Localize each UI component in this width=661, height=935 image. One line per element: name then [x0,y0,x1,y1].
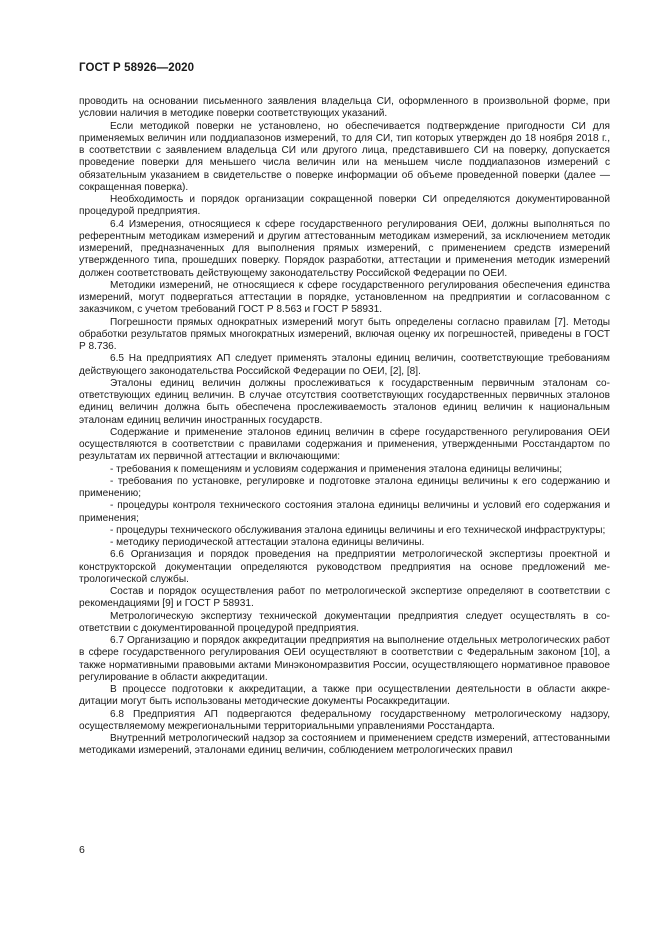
page-number: 6 [79,844,85,856]
paragraph: Состав и порядок осуществления работ по метрологической экспертизе определяют в соответствии с рекомендациями [9] и ГОСТ Р 58931. [79,586,610,610]
paragraph: Необходимость и порядок организации сокращенной поверки СИ определяются документированной процедурой предприятия. [79,194,610,218]
list-item: - методику периодической аттестации эталона единицы величины. [110,537,425,548]
paragraph-clause-6-6: 6.6 Организация и порядок проведения на предприятии метрологической экспертизы проектной и конструкторской документации определяются руководством предприятия на основе предложений метрологической службы. [79,549,610,585]
document-body [79,96,610,758]
paragraph: Методики измерений, не относящиеся к сфере государственного регулирования обеспечения единства измерений, могут подвергаться аттестации в порядке, установленном на предприятии и согласованном с заказчиком, с учетом требований ГОСТ Р 8.563 и ГОСТ Р 58931. [79,279,610,316]
paragraph: В процессе подготовки к аккредитации, а также при осуществлении деятельности в области аккредитации могут быть использованы методические документы Росаккредитации. [79,684,610,708]
paragraph-clause-6-5: 6.5 На предприятиях АП следует применять эталоны единиц величин, соответствующие требованиям действующего законодательства Российской Федерации по ОЕИ, [2], [8]. [79,353,610,377]
paragraph-clause-6-8: 6.8 Предприятия АП подвергаются федеральному государственному метрологическому надзору, осуществляемому межрегиональными территориальными управлениями Росстандарта. [79,708,610,732]
list-item: - процедуры контроля технического состояния эталона единицы величины и условий его содержания и применения; [79,500,610,524]
paragraph: Погрешности прямых однократных измерений могут быть определены согласно правилам [7]. Методы обработки результатов прямых многократных измерений, включая оценку их погрешностей, приведены в ГОСТ Р 8.736. [79,316,610,352]
list-item: - требования к помещениям и условиям содержания и применения эталона единицы величины; [110,463,563,475]
paragraph: Метрологическую экспертизу технической документации предприятия следует осуществлять в соответствии с документированной процедурой предприятия. [79,610,610,634]
paragraph-clause-6-4: 6.4 Измерения, относящиеся к сфере государственного регулирования ОЕИ, должны выполняться по референтным методикам измерений и другим аттестованным методикам измерений, за исключением методик измерений, предназначенных для выполнения прямых измерений, с применением средств измерений утвержденного типа, прошедших поверку. Порядок разработки, аттестации и применения методик измерений должен соответствовать действующему законодательству Российской Федерации по ОЕИ. [79,218,610,279]
paragraph-continuation: проводить на основании письменного заявления владельца СИ, оформленного в произвольной форме, при условии наличия в методике поверки соответствующих указаний. [79,96,610,120]
paragraph: Эталоны единиц величин должны прослеживаться к государственным первичным эталонам соответствующих единиц величин. В случае отсутствия соответствующих государственных первичных эталонов единиц величин должна быть обеспечена прослеживаемость эталонов единиц величин к национальным эталонам единиц величин иностранных государств. [79,377,610,426]
paragraph: Внутренний метрологический надзор за состоянием и применением средств измерений, аттестованными методиками измерений, эталонами единиц величин, соблюдением метрологических правил [79,733,610,757]
document-header-code: ГОСТ Р 58926—2020 [79,62,195,74]
paragraph: Если методикой поверки не установлено, но обеспечивается подтверждение пригодности СИ для применяемых величин или поддиапазонов измерений, то для СИ, тип которых утвержден до 18 ноября 2018 г., в соответствии с заявлением владельца СИ или другого лица, представившего СИ на поверку, допускается проведение поверки для меньшего числа величин или на меньшем числе поддиапазонов измерений с обязательным указанием в свидетельстве о поверке информации об объеме проведенной поверки (далее — сокращенная поверка). [79,120,610,193]
paragraph-clause-6-7: 6.7 Организацию и порядок аккредитации предприятия на выполнение отдельных метрологических работ в сфере государственного регулирования ОЕИ осуществляют в соответствии с Федеральным законом [10], а также нормативными правовыми актами Минэкономразвития России, осуществляющего нормативное правовое регулирование в области аккредитации. [79,635,610,683]
list-item: - требования по установке, регулировке и подготовке эталона единицы величины к его содержанию и применению; [79,475,610,499]
list-item: - процедуры технического обслуживания эталона единицы величины и его технической инфраструктуры; [110,524,606,536]
paragraph: Содержание и применение эталонов единиц величин в сфере государственного регулирования ОЕИ осуществляются в соответствии с правилами содержания и применения, утвержденными Росстандартом по результатам их первичной аттестации и включающими: [79,426,610,463]
